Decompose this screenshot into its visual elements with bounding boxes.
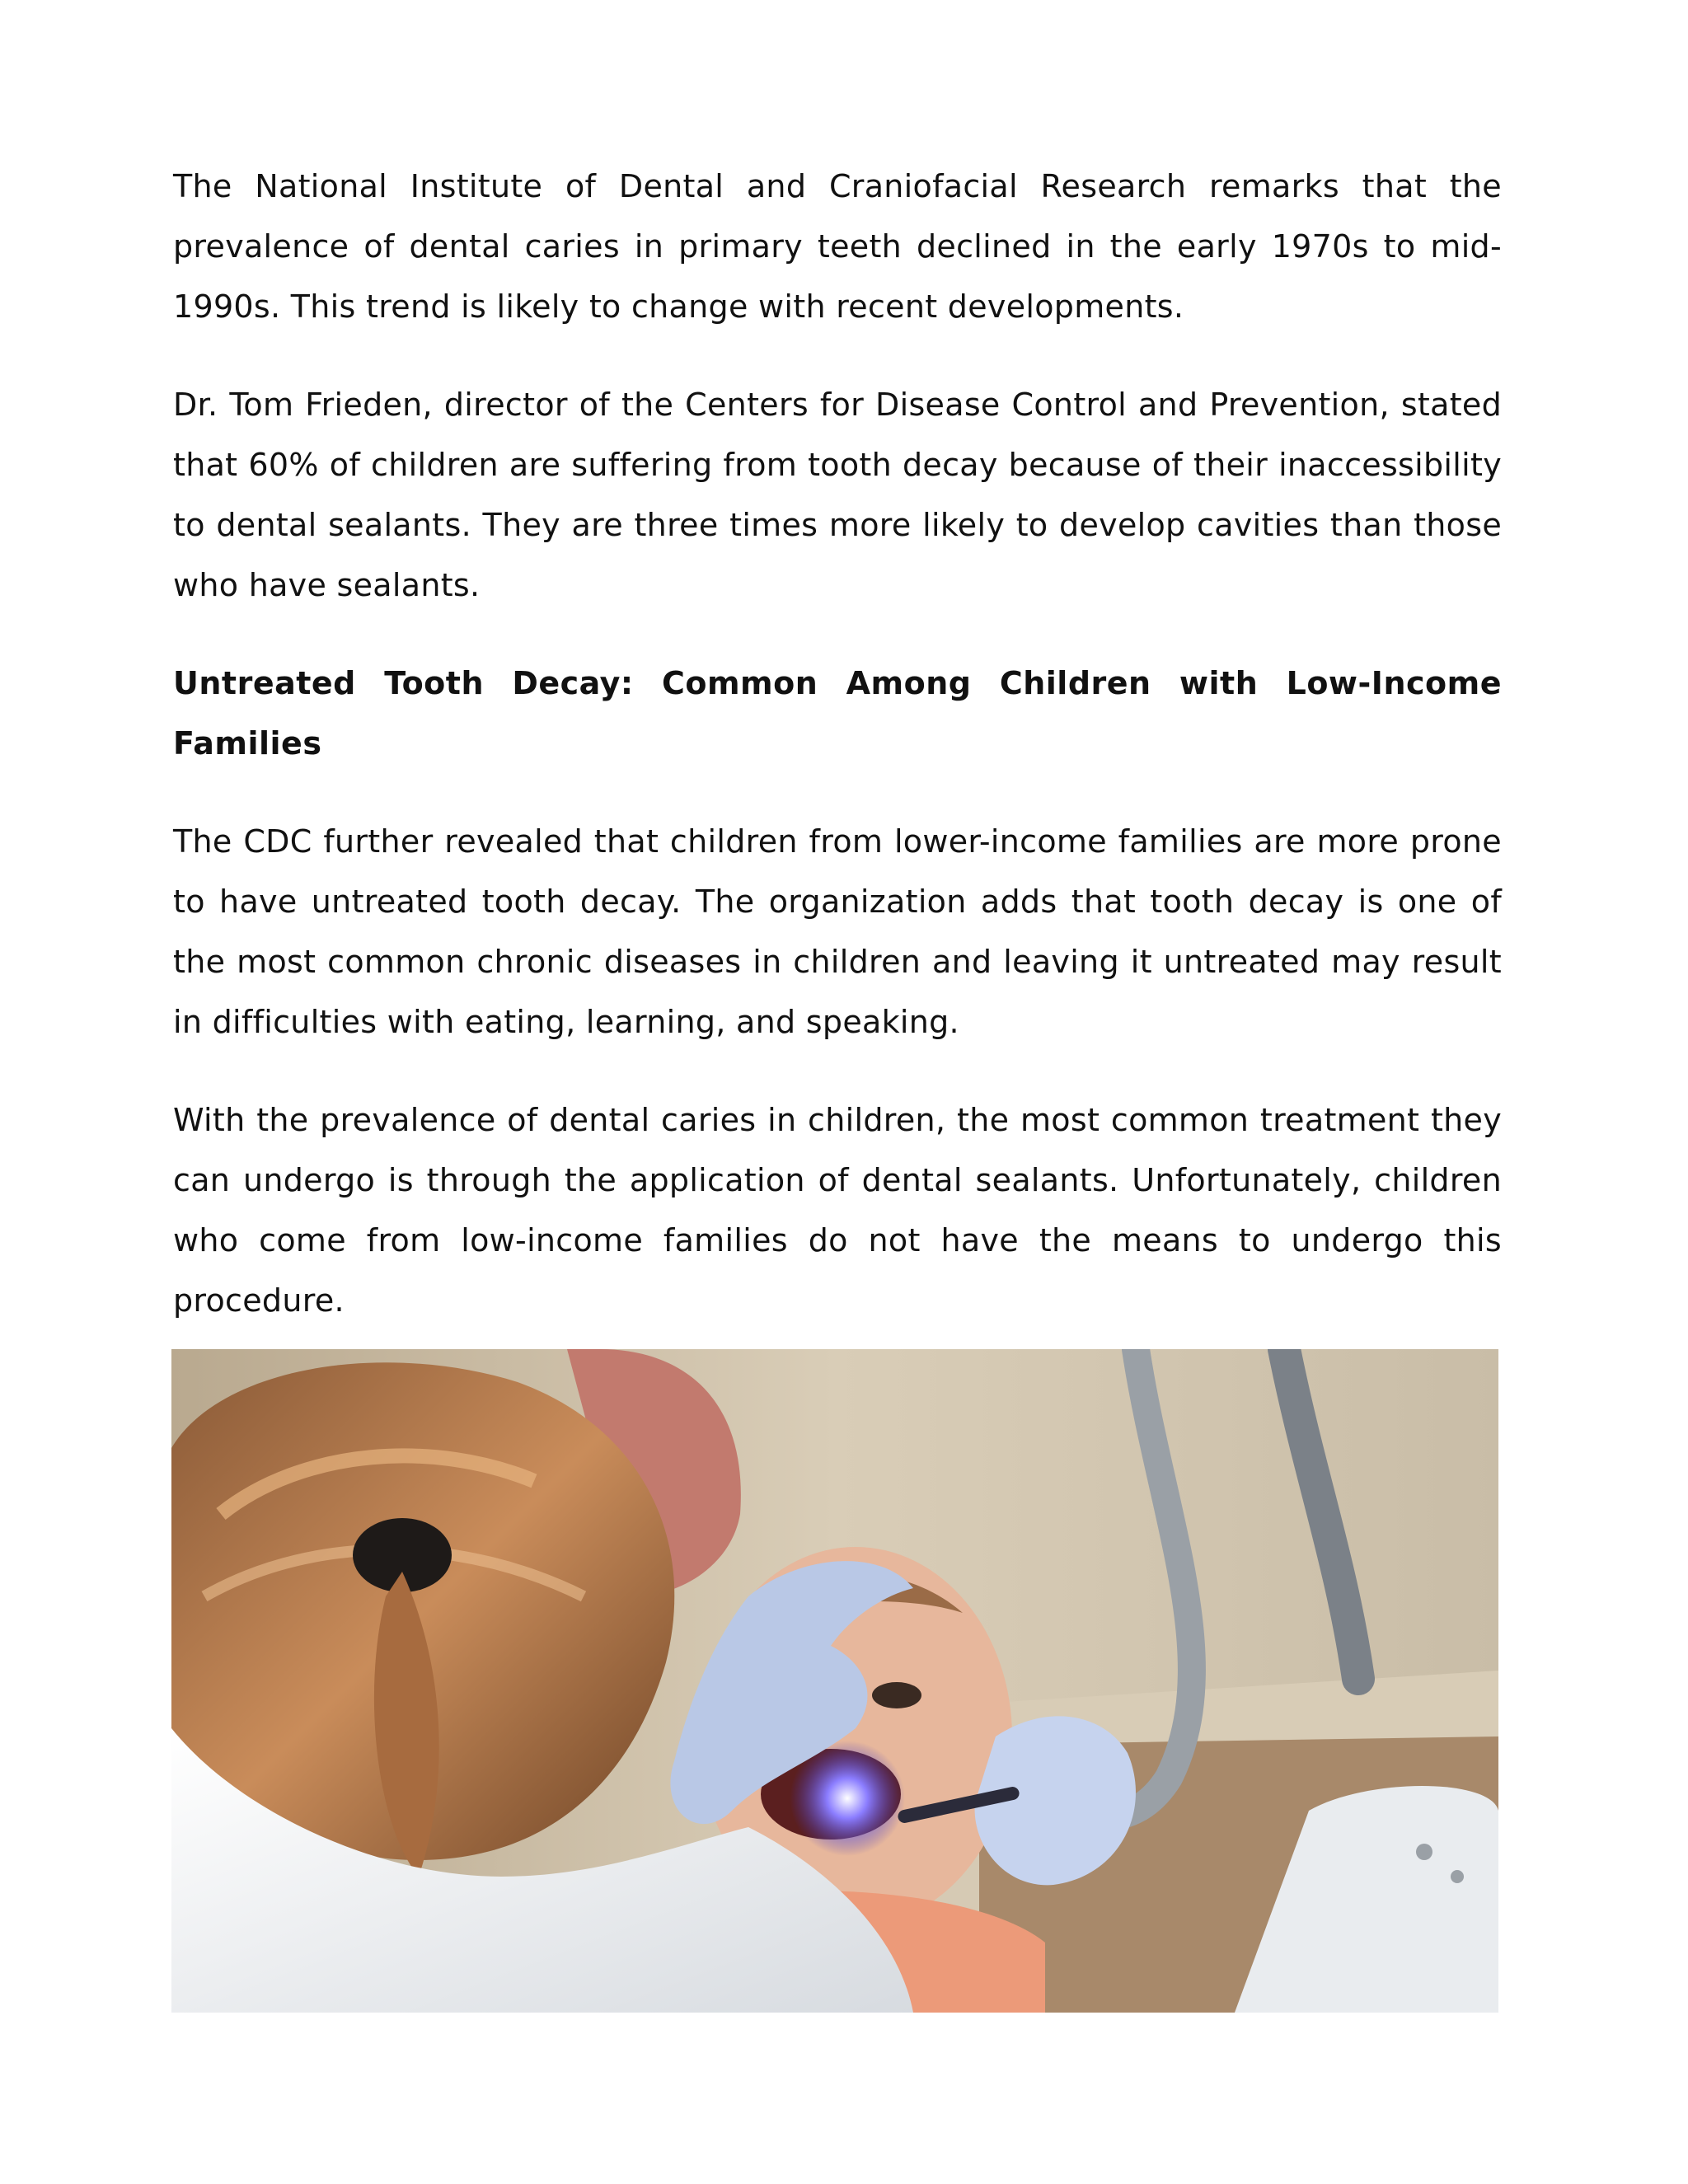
section-heading: Untreated Tooth Decay: Common Among Children with Low-Income Families xyxy=(173,665,1502,762)
paragraph-sealants: With the prevalence of dental caries in children, the most common treatment they can undergo is through the application of dental sealants. Unfortunately, children who come from low-income families do not have the means to undergo this procedure. xyxy=(173,1102,1502,1319)
paragraph-cdc-director: Dr. Tom Frieden, director of the Centers for Disease Control and Prevention, stated that 60% of children are suffering from tooth decay because of their inaccessibility to dental sealants. They are three times more likely to develop cavities than those who have sealants. xyxy=(173,387,1502,603)
photo-illustration xyxy=(171,1349,1498,2013)
article-body xyxy=(173,157,1502,1369)
paragraph-low-income: The CDC further revealed that children from lower-income families are more prone to have untreated tooth decay. The organization adds that tooth decay is one of the most common chronic diseases in children and leaving it untreated may result in difficulties with eating, learning, and speaking. xyxy=(173,823,1502,1040)
dental-procedure-photo xyxy=(171,1349,1498,2013)
paragraph-prevalence: The National Institute of Dental and Craniofacial Research remarks that the prevalence of dental caries in primary teeth declined in the early 1970s to mid-1990s. This trend is likely to change with recent developments. xyxy=(173,168,1502,325)
